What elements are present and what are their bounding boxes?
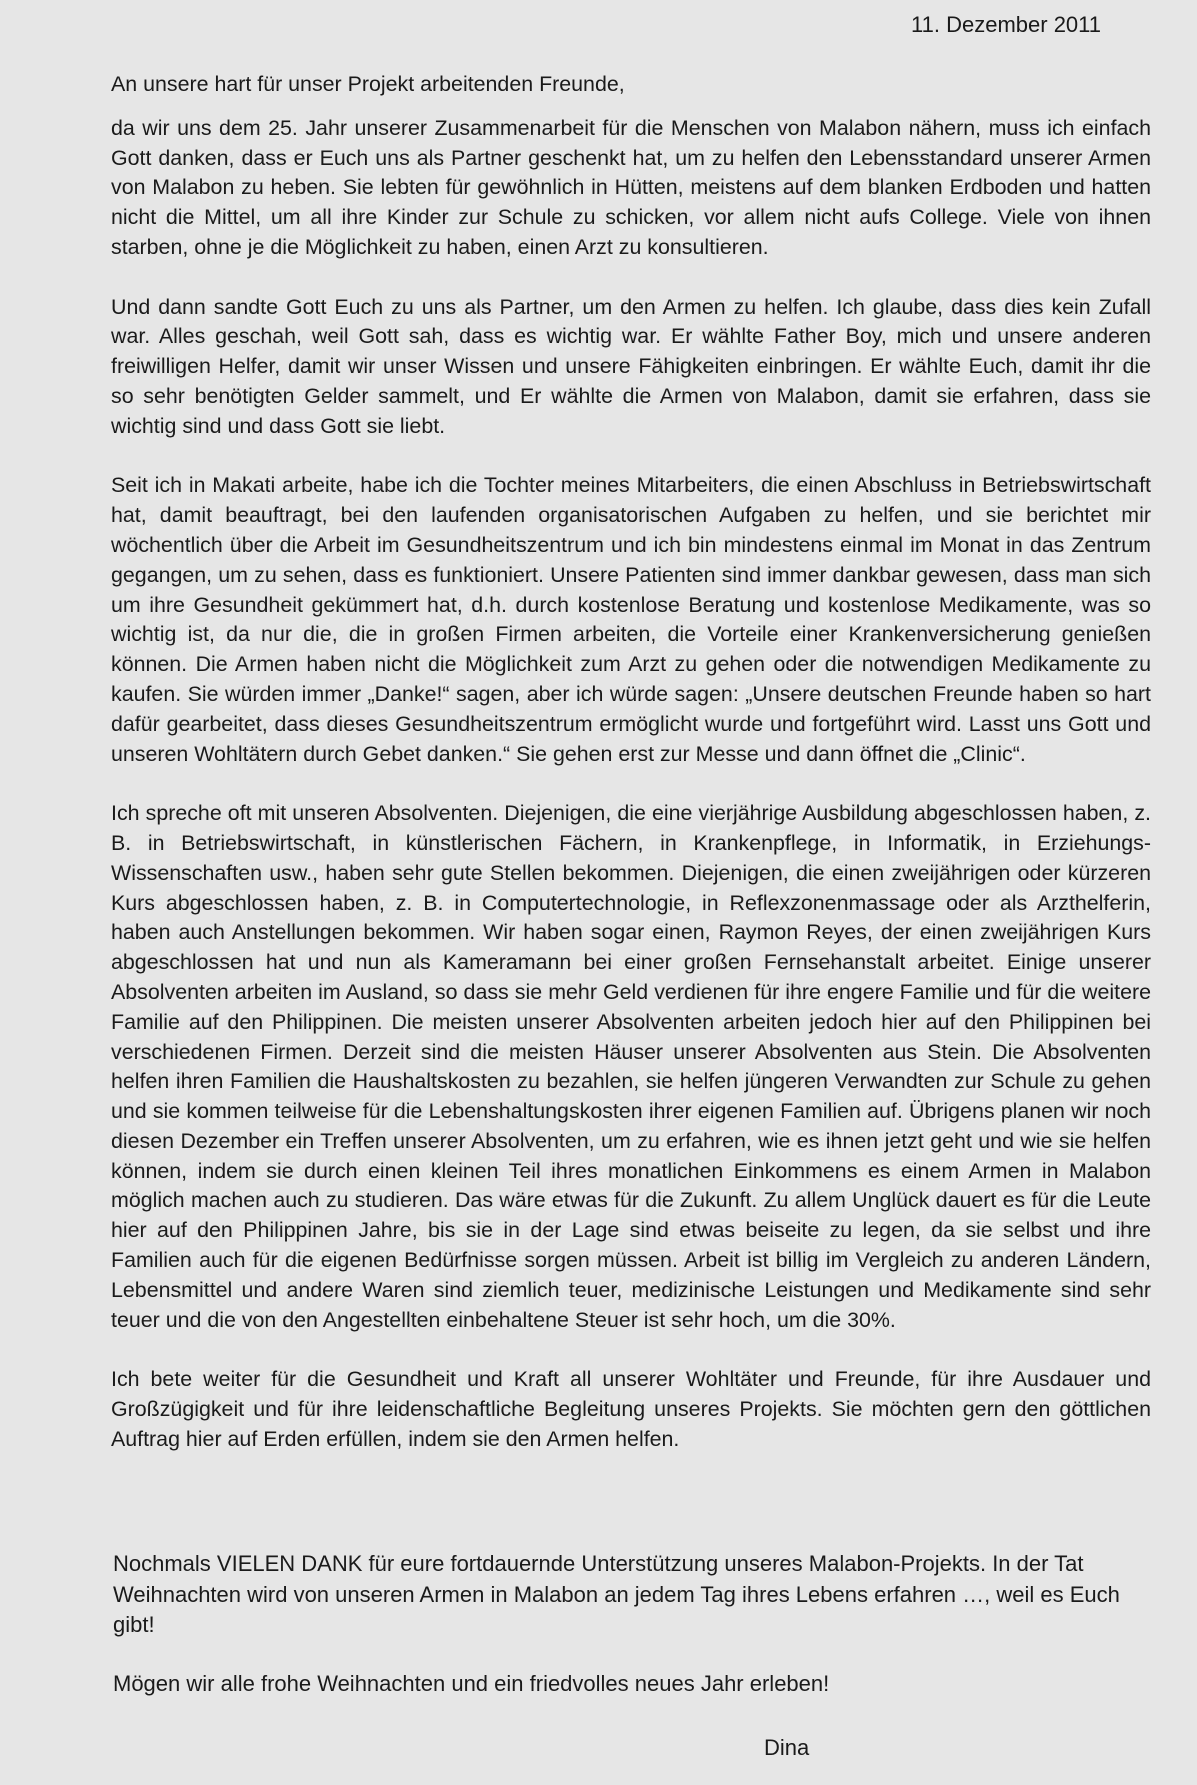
- letter-greeting: An unsere hart für unser Projekt arbeitenden Freunde,: [111, 72, 625, 96]
- paragraph-3: Seit ich in Makati arbeite, habe ich die Tochter meines Mitarbeiters, die einen Abschluss in Betriebswirtschaft hat, damit beauftragt, bei den laufenden organisatorischen Aufgaben zu helfen, und sie berichtet mir wöchentlich über die Arbeit im Gesundheitszentrum und ich bin mindestens einmal im Monat in das Zentrum gegangen, um zu sehen, dass es funktioniert. Unsere Patienten sind immer dankbar gewesen, dass man sich um ihre Gesundheit gekümmert hat, d.h. durch kostenlose Beratung und kostenlose Medikamente, was so wichtig ist, da nur die, die in großen Firmen arbeiten, die Vorteile einer Krankenversicherung genießen können. Die Armen haben nicht die Möglichkeit zum Arzt zu gehen oder die notwendigen Medikamente zu kaufen. Sie würden immer „Danke!“ sagen, aber ich würde sagen: „Unsere deutschen Freunde haben so hart dafür gearbeitet, dass dieses Gesundheitszentrum ermöglicht wurde und fortgeführt wird. Lasst uns Gott und unseren Wohltätern durch Gebet danken.“ Sie gehen erst zur Messe und dann öffnet die „Clinic“.: [111, 473, 1151, 766]
- signature: Dina: [764, 1735, 810, 1760]
- paragraph-4: Ich spreche oft mit unseren Absolventen. Diejenigen, die eine vierjährige Ausbildung abgeschlossen haben, z. B. in Betriebswirtschaft, in künstlerischen Fächern, in Krankenpflege, in Informatik, in Erziehungs-Wissenschaften usw., haben sehr gute Stellen bekommen. Diejenigen, die einen zweijährigen oder kürzeren Kurs abgeschlossen haben, z. B. in Computertechnologie, in Reflexzonenmassage oder als Arzthelferin, haben auch Anstellungen bekommen. Wir haben sogar einen, Raymon Reyes, der einen zweijährigen Kurs abgeschlossen hat und nun als Kameramann bei einer großen Fernsehanstalt arbeitet. Einige unserer Absolventen arbeiten im Ausland, so dass sie mehr Geld verdienen für ihre engere Familie und für die weitere Familie auf den Philippinen. Die meisten unserer Absolventen arbeiten jedoch hier auf den Philippinen bei verschiedenen Firmen. Derzeit sind die meisten Häuser unserer Absolventen aus Stein. Die Absolventen helfen ihren Familien die Haushaltskosten zu bezahlen, sie helfen jüngeren Verwandten zur Schule zu gehen und sie kommen teilweise für die Lebenshaltungskosten ihrer eigenen Familien auf. Übrigens planen wir noch diesen Dezember ein Treffen unserer Absolventen, um zu erfahren, wie es ihnen jetzt geht und wie sie helfen können, indem sie durch einen kleinen Teil ihres monatlichen Einkommens es einem Armen in Malabon möglich machen auch zu studieren. Das wäre etwas für die Zukunft. Zu allem Unglück dauert es für die Leute hier auf den Philippinen Jahre, bis sie in der Lage sind etwas beiseite zu legen, da sie selbst und ihre Familien auch für die eigenen Bedürfnisse sorgen müssen. Arbeit ist billig im Vergleich zu anderen Ländern, Lebensmittel und andere Waren sind ziemlich teuer, medizinische Leistungen und Medikamente sind sehr teuer und die von den Angestellten einbehaltene Steuer ist sehr hoch, um die 30%.: [111, 801, 1151, 1332]
- paragraph-5: Ich bete weiter für die Gesundheit und Kraft all unserer Wohltäter und Freunde, für ihre Ausdauer und Großzügigkeit und für ihre leidenschaftliche Begleitung unseres Projekts. Sie möchten gern den göttlichen Auftrag hier auf Erden erfüllen, indem sie den Armen helfen.: [111, 1367, 1151, 1451]
- closing-thanks: Nochmals VIELEN DANK für eure fortdauernde Unterstützung unseres Malabon-Projekts. In der Tat Weihnachten wird von unseren Armen in Malabon an jedem Tag ihres Lebens erfahren …, weil es Euch gibt!: [113, 1551, 1120, 1637]
- letter-closing: [113, 1549, 1153, 1727]
- paragraph-2: Und dann sandte Gott Euch zu uns als Partner, um den Armen zu helfen. Ich glaube, dass dies kein Zufall war. Alles geschah, weil Gott sah, dass es wichtig war. Er wählte Father Boy, mich und unsere anderen freiwilligen Helfer, damit wir unser Wissen und unsere Fähigkeiten einbringen. Er wählte Euch, damit ihr die so sehr benötigten Gelder sammelt, und Er wählte die Armen von Malabon, damit sie erfahren, dass sie wichtig sind und dass Gott sie liebt.: [111, 294, 1151, 438]
- letter-date: 11. Dezember 2011: [911, 12, 1101, 37]
- paragraph-1: da wir uns dem 25. Jahr unserer Zusammenarbeit für die Menschen von Malabon nähern, muss ich einfach Gott danken, dass er Euch uns als Partner geschenkt hat, um zu helfen den Lebensstandard unserer Armen von Malabon zu heben. Sie lebten für gewöhnlich in Hütten, meistens auf dem blanken Erdboden und hatten nicht die Mittel, um all ihre Kinder zur Schule zu schicken, vor allem nicht aufs College. Viele von ihnen starben, ohne je die Möglichkeit zu haben, einen Arzt zu konsultieren.: [111, 115, 1151, 259]
- letter-body: [111, 70, 1151, 1484]
- closing-wishes: Mögen wir alle frohe Weihnachten und ein friedvolles neues Jahr erleben!: [113, 1670, 830, 1696]
